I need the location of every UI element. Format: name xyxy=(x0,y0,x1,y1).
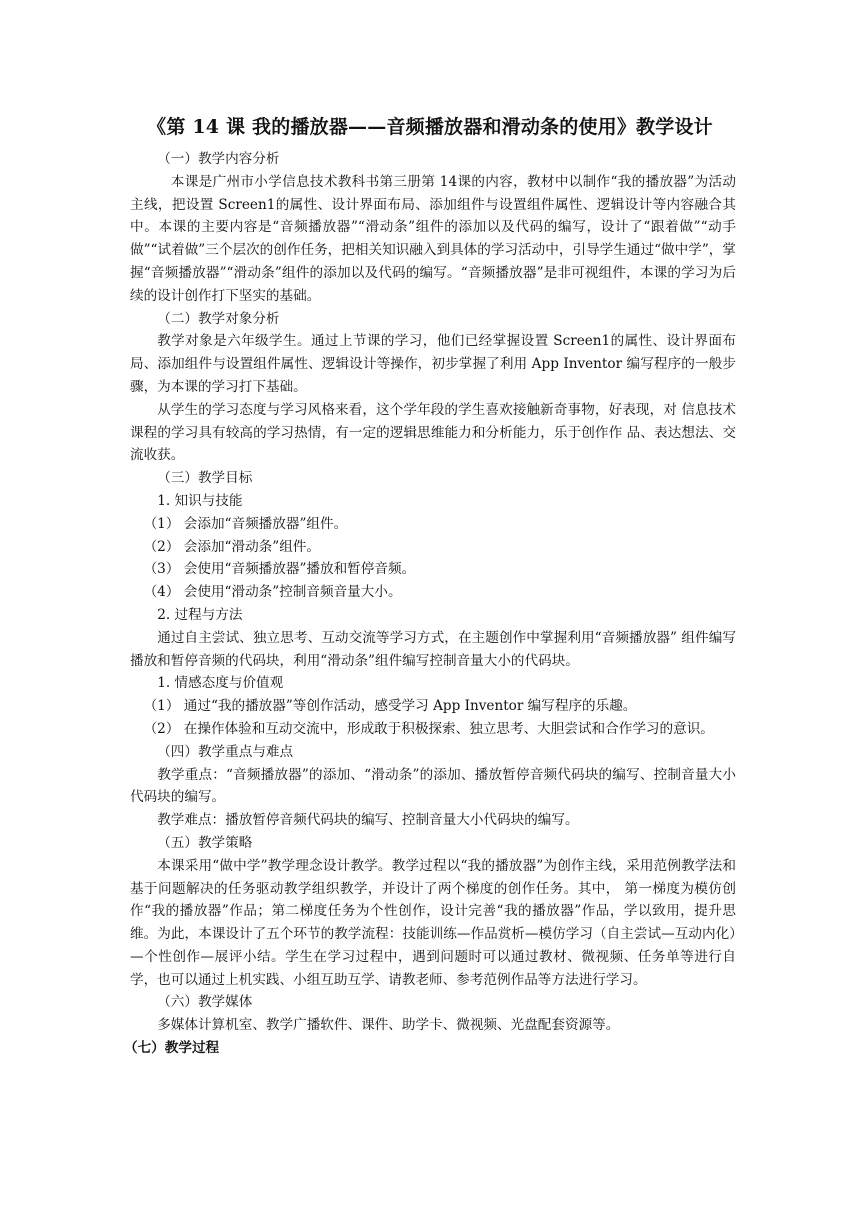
section-heading-process: （七）教学过程 xyxy=(124,1040,220,1057)
paragraph: 通过自主尝试、独立思考、互动交流等学习方式，在主题创作中掌握利用“音频播放器” 组件编写播放和暂停音频的代码块，利用“滑动条”组件编写控制音量大小的代码块。 xyxy=(130,629,736,669)
section-heading-key-points: （四）教学重点与难点 xyxy=(157,743,294,760)
section-heading-objectives: （三）教学目标 xyxy=(157,470,253,487)
document-title: 《第 14 课 我的播放器——音频播放器和滑动条的使用》教学设计 xyxy=(147,116,713,138)
paragraph: 从学生的学习态度与学习风格来看，这个学年段的学生喜欢接触新奇事物，好表现，对 信息技术课程的学习具有较高的学习热情，有一定的逻辑思维能力和分析能力，乐于创作作 品、表达想法、交流收获。 xyxy=(130,401,736,464)
paragraph: 教学对象是六年级学生。通过上节课的学习，他们已经掌握设置 Screen1的属性、设计界面布局、添加组件与设置组件属性、逻辑设计等操作，初步掌握了利用 App Inventor 编写程序的一般步骤，为本课的学习打下基础。 xyxy=(130,333,736,395)
subheading: 2. 过程与方法 xyxy=(157,606,243,623)
list-item: （4） 会使用“滑动条”控制音频音量大小。 xyxy=(143,584,402,601)
paragraph: 教学难点：播放暂停音频代码块的编写、控制音量大小代码块的编写。 xyxy=(157,812,579,829)
list-item: （2） 在操作体验和互动交流中，形成敢于积极探索、独立思考、大胆尝试和合作学习的意识。 xyxy=(143,720,714,737)
section-heading-student-analysis: （二）教学对象分析 xyxy=(157,310,280,327)
list-item: （3） 会使用“音频播放器”播放和暂停音频。 xyxy=(143,561,416,578)
section-heading-content-analysis: （一）教学内容分析 xyxy=(157,151,280,167)
list-item: （1） 通过“我的播放器”等创作活动，感受学习 App Inventor 编写程序的乐趣。 xyxy=(143,698,637,715)
list-item: （1） 会添加“音频播放器”组件。 xyxy=(143,515,348,532)
list-item: （2） 会添加“滑动条”组件。 xyxy=(143,538,320,555)
paragraph: 多媒体计算机室、教学广播软件、课件、助学卡、微视频、光盘配套资源等。 xyxy=(157,1017,620,1034)
paragraph: 教学重点：“音频播放器”的添加、“滑动条”的添加、播放暂停音频代码块的编写、控制音量大小代码块的编写。 xyxy=(130,766,736,806)
subheading: 1. 知识与技能 xyxy=(157,492,243,509)
paragraph: 本课是广州市小学信息技术教科书第三册第 14课的内容，教材中以制作“我的播放器”为活动主线，把设置 Screen1的属性、设计界面布局、添加组件与设置组件属性、逻辑设计等内容融合其中。本课的主要内容是“音频播放器”“滑动条”组件的添加以及代码的编写，设计了“跟着做”“动手做”“试着做”三个层次的创作任务，把相关知识融入到具体的学习活动中，引导学生通过“做中学”，掌握“音频播放器”“滑动条”组件的添加以及代码的编写。“音频播放器”是非可视组件，本课的学习为后续的设计创作打下坚实的基础。 xyxy=(130,173,736,304)
subheading: 1. 情感态度与价值观 xyxy=(157,675,284,692)
section-heading-media: （六）教学媒体 xyxy=(157,994,253,1011)
paragraph: 本课采用“做中学”教学理念设计教学。教学过程以“我的播放器”为创作主线，采用范例教学法和基于问题解决的任务驱动教学组织教学，并设计了两个梯度的创作任务。其中， 第一梯度为模仿创作“我的播放器”作品；第二梯度任务为个性创作，设计完善“我的播放器”作品，学以致用，提升思维。为此，本课设计了五个环节的教学流程：技能训练—作品赏析—模仿学习（自主尝试—互动内化）—个性创作—展评小结。学生在学习过程中，遇到问题时可以通过教材、微视频、任务单等进行自学，也可以通过上机实践、小组互助互学、请教老师、参考范例作品等方法进行学习。 xyxy=(130,857,736,988)
section-heading-strategy: （五）教学策略 xyxy=(157,834,253,851)
document-body xyxy=(124,148,736,1060)
